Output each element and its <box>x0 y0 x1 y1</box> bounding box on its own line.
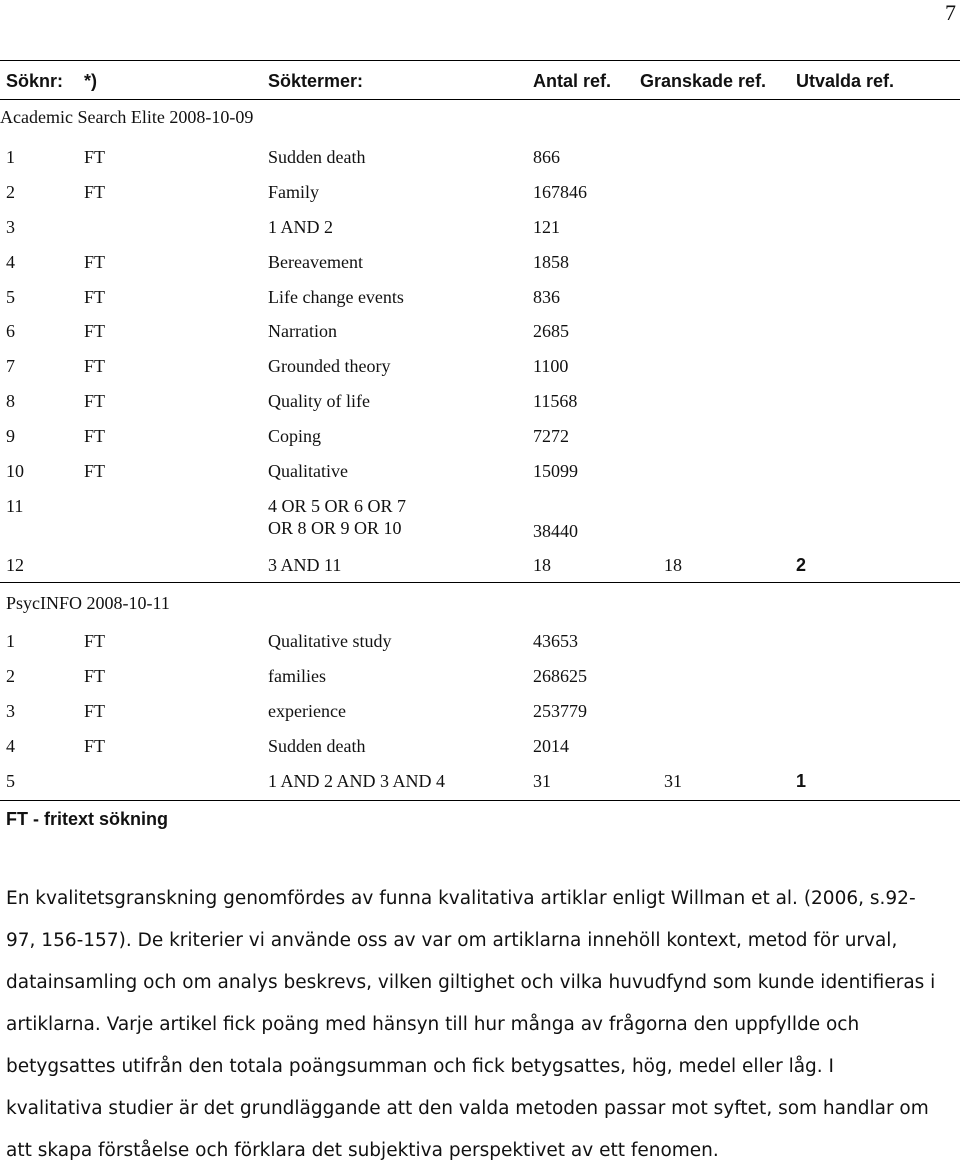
cell-antal: 121 <box>533 217 560 237</box>
cell-term: 1 AND 2 AND 3 AND 4 <box>268 771 446 791</box>
cell-utvalda: 2 <box>796 555 807 575</box>
table-row <box>0 316 960 346</box>
cell-nr: 12 <box>6 555 24 575</box>
cell-antal: 1100 <box>533 356 569 376</box>
cell-term: Sudden death <box>268 736 366 756</box>
cell-nr: 3 <box>6 701 15 721</box>
cell-antal: 11568 <box>533 391 578 411</box>
header-term: Söktermer: <box>268 71 364 91</box>
table-row <box>0 282 960 312</box>
cell-ft: FT <box>84 426 106 446</box>
cell-nr: 5 <box>6 287 15 307</box>
cell-nr: 10 <box>6 461 24 481</box>
cell-term-line2: OR 8 OR 9 OR 10 <box>268 518 402 538</box>
cell-term: 4 OR 5 OR 6 OR 7 <box>268 496 407 516</box>
cell-nr: 8 <box>6 391 15 411</box>
cell-nr: 7 <box>6 356 15 376</box>
header-nr: Söknr: <box>6 71 64 91</box>
cell-antal: 268625 <box>533 666 587 686</box>
cell-term: experience <box>268 701 346 721</box>
cell-nr: 11 <box>6 496 24 516</box>
cell-granskade: 31 <box>664 771 682 791</box>
cell-ft: FT <box>84 287 106 307</box>
database-title <box>0 588 960 618</box>
cell-antal: 38440 <box>533 521 578 541</box>
page-number: 7 <box>945 0 956 25</box>
table-row <box>0 491 960 549</box>
cell-term: Life change events <box>268 287 404 307</box>
cell-antal: 7272 <box>533 426 569 446</box>
table-row <box>0 626 960 656</box>
cell-ft: FT <box>84 356 106 376</box>
cell-antal: 15099 <box>533 461 578 481</box>
cell-ft: FT <box>84 701 106 721</box>
table-row <box>0 386 960 416</box>
table-row <box>0 766 960 796</box>
cell-term: 1 AND 2 <box>268 217 334 237</box>
table-row <box>0 351 960 381</box>
cell-term: Sudden death <box>268 147 366 167</box>
cell-antal: 836 <box>533 287 560 307</box>
cell-nr: 9 <box>6 426 15 446</box>
cell-nr: 2 <box>6 182 15 202</box>
header-rule <box>0 99 960 100</box>
cell-term: Family <box>268 182 320 202</box>
cell-ft: FT <box>84 252 106 272</box>
header-antal: Antal ref. <box>533 71 612 91</box>
header-granskade: Granskade ref. <box>640 71 767 91</box>
cell-ft: FT <box>84 461 106 481</box>
table-row <box>0 456 960 486</box>
cell-antal: 866 <box>533 147 560 167</box>
cell-nr: 2 <box>6 666 15 686</box>
cell-term: 3 AND 11 <box>268 555 342 575</box>
cell-utvalda: 1 <box>796 771 807 791</box>
table-header <box>0 66 960 96</box>
cell-nr: 4 <box>6 252 15 272</box>
cell-term: Bereavement <box>268 252 363 272</box>
cell-nr: 1 <box>6 631 15 651</box>
cell-nr: 6 <box>6 321 15 341</box>
table-row <box>0 142 960 172</box>
cell-term: Quality of life <box>268 391 370 411</box>
database-title-text: PsycINFO 2008-10-11 <box>6 593 170 613</box>
cell-term: Coping <box>268 426 322 446</box>
cell-term: Grounded theory <box>268 356 391 376</box>
cell-nr: 5 <box>6 771 15 791</box>
table-row <box>0 550 960 580</box>
cell-antal: 1858 <box>533 252 569 272</box>
cell-antal: 253779 <box>533 701 587 721</box>
cell-nr: 1 <box>6 147 15 167</box>
cell-ft: FT <box>84 147 106 167</box>
header-ft: *) <box>84 71 97 91</box>
table-row <box>0 696 960 726</box>
cell-antal: 31 <box>533 771 551 791</box>
cell-nr: 4 <box>6 736 15 756</box>
cell-ft: FT <box>84 182 106 202</box>
table-row <box>0 212 960 242</box>
table-top-border <box>0 60 960 61</box>
header-utvalda: Utvalda ref. <box>796 71 895 91</box>
cell-ft: FT <box>84 666 106 686</box>
table-row <box>0 661 960 691</box>
cell-ft: FT <box>84 631 106 651</box>
paragraph-text: En kvalitetsgranskning genomfördes av funna kvalitativa artiklar enligt Willman et al. (2006, s.92-97, 156-157). De kriterier vi använde oss av var om artiklarna innehöll kontext, metod för urval, datainsamling och om analys beskrevs, vilken giltighet och vilka huvudfynd som kunde identifieras i artiklarna. Varje artikel fick poäng med hänsyn till hur många av frågorna den uppfyllde och betygsattes utifrån den totala poängsumman och fick betygsattes, hög, medel eller låg. I kvalitativa studier är det grundläggande att den valda metoden passar mot syftet, som handlar om att skapa förståelse och förklara det subjektiva perspektivet av ett fenomen. <box>6 888 936 1161</box>
cell-antal: 43653 <box>533 631 578 651</box>
cell-granskade: 18 <box>664 555 682 575</box>
cell-antal: 2014 <box>533 736 569 756</box>
cell-ft: FT <box>84 736 106 756</box>
footer-rule <box>0 800 960 801</box>
cell-antal: 167846 <box>533 182 587 202</box>
cell-term: Qualitative study <box>268 631 392 651</box>
table-row <box>0 247 960 277</box>
cell-antal: 2685 <box>533 321 569 341</box>
cell-ft: FT <box>84 321 106 341</box>
table-row <box>0 177 960 207</box>
cell-term: Narration <box>268 321 337 341</box>
cell-ft: FT <box>84 391 106 411</box>
cell-nr: 3 <box>6 217 15 237</box>
cell-antal: 18 <box>533 555 551 575</box>
table-row <box>0 421 960 451</box>
section-rule <box>0 582 960 583</box>
cell-term: Qualitative <box>268 461 348 481</box>
body-paragraph <box>6 878 936 1172</box>
footnote-text: FT - fritext sökning <box>6 809 168 829</box>
cell-term: families <box>268 666 326 686</box>
table-row <box>0 731 960 761</box>
footnote <box>0 804 960 834</box>
database-title: Academic Search Elite 2008-10-09 <box>0 107 254 127</box>
